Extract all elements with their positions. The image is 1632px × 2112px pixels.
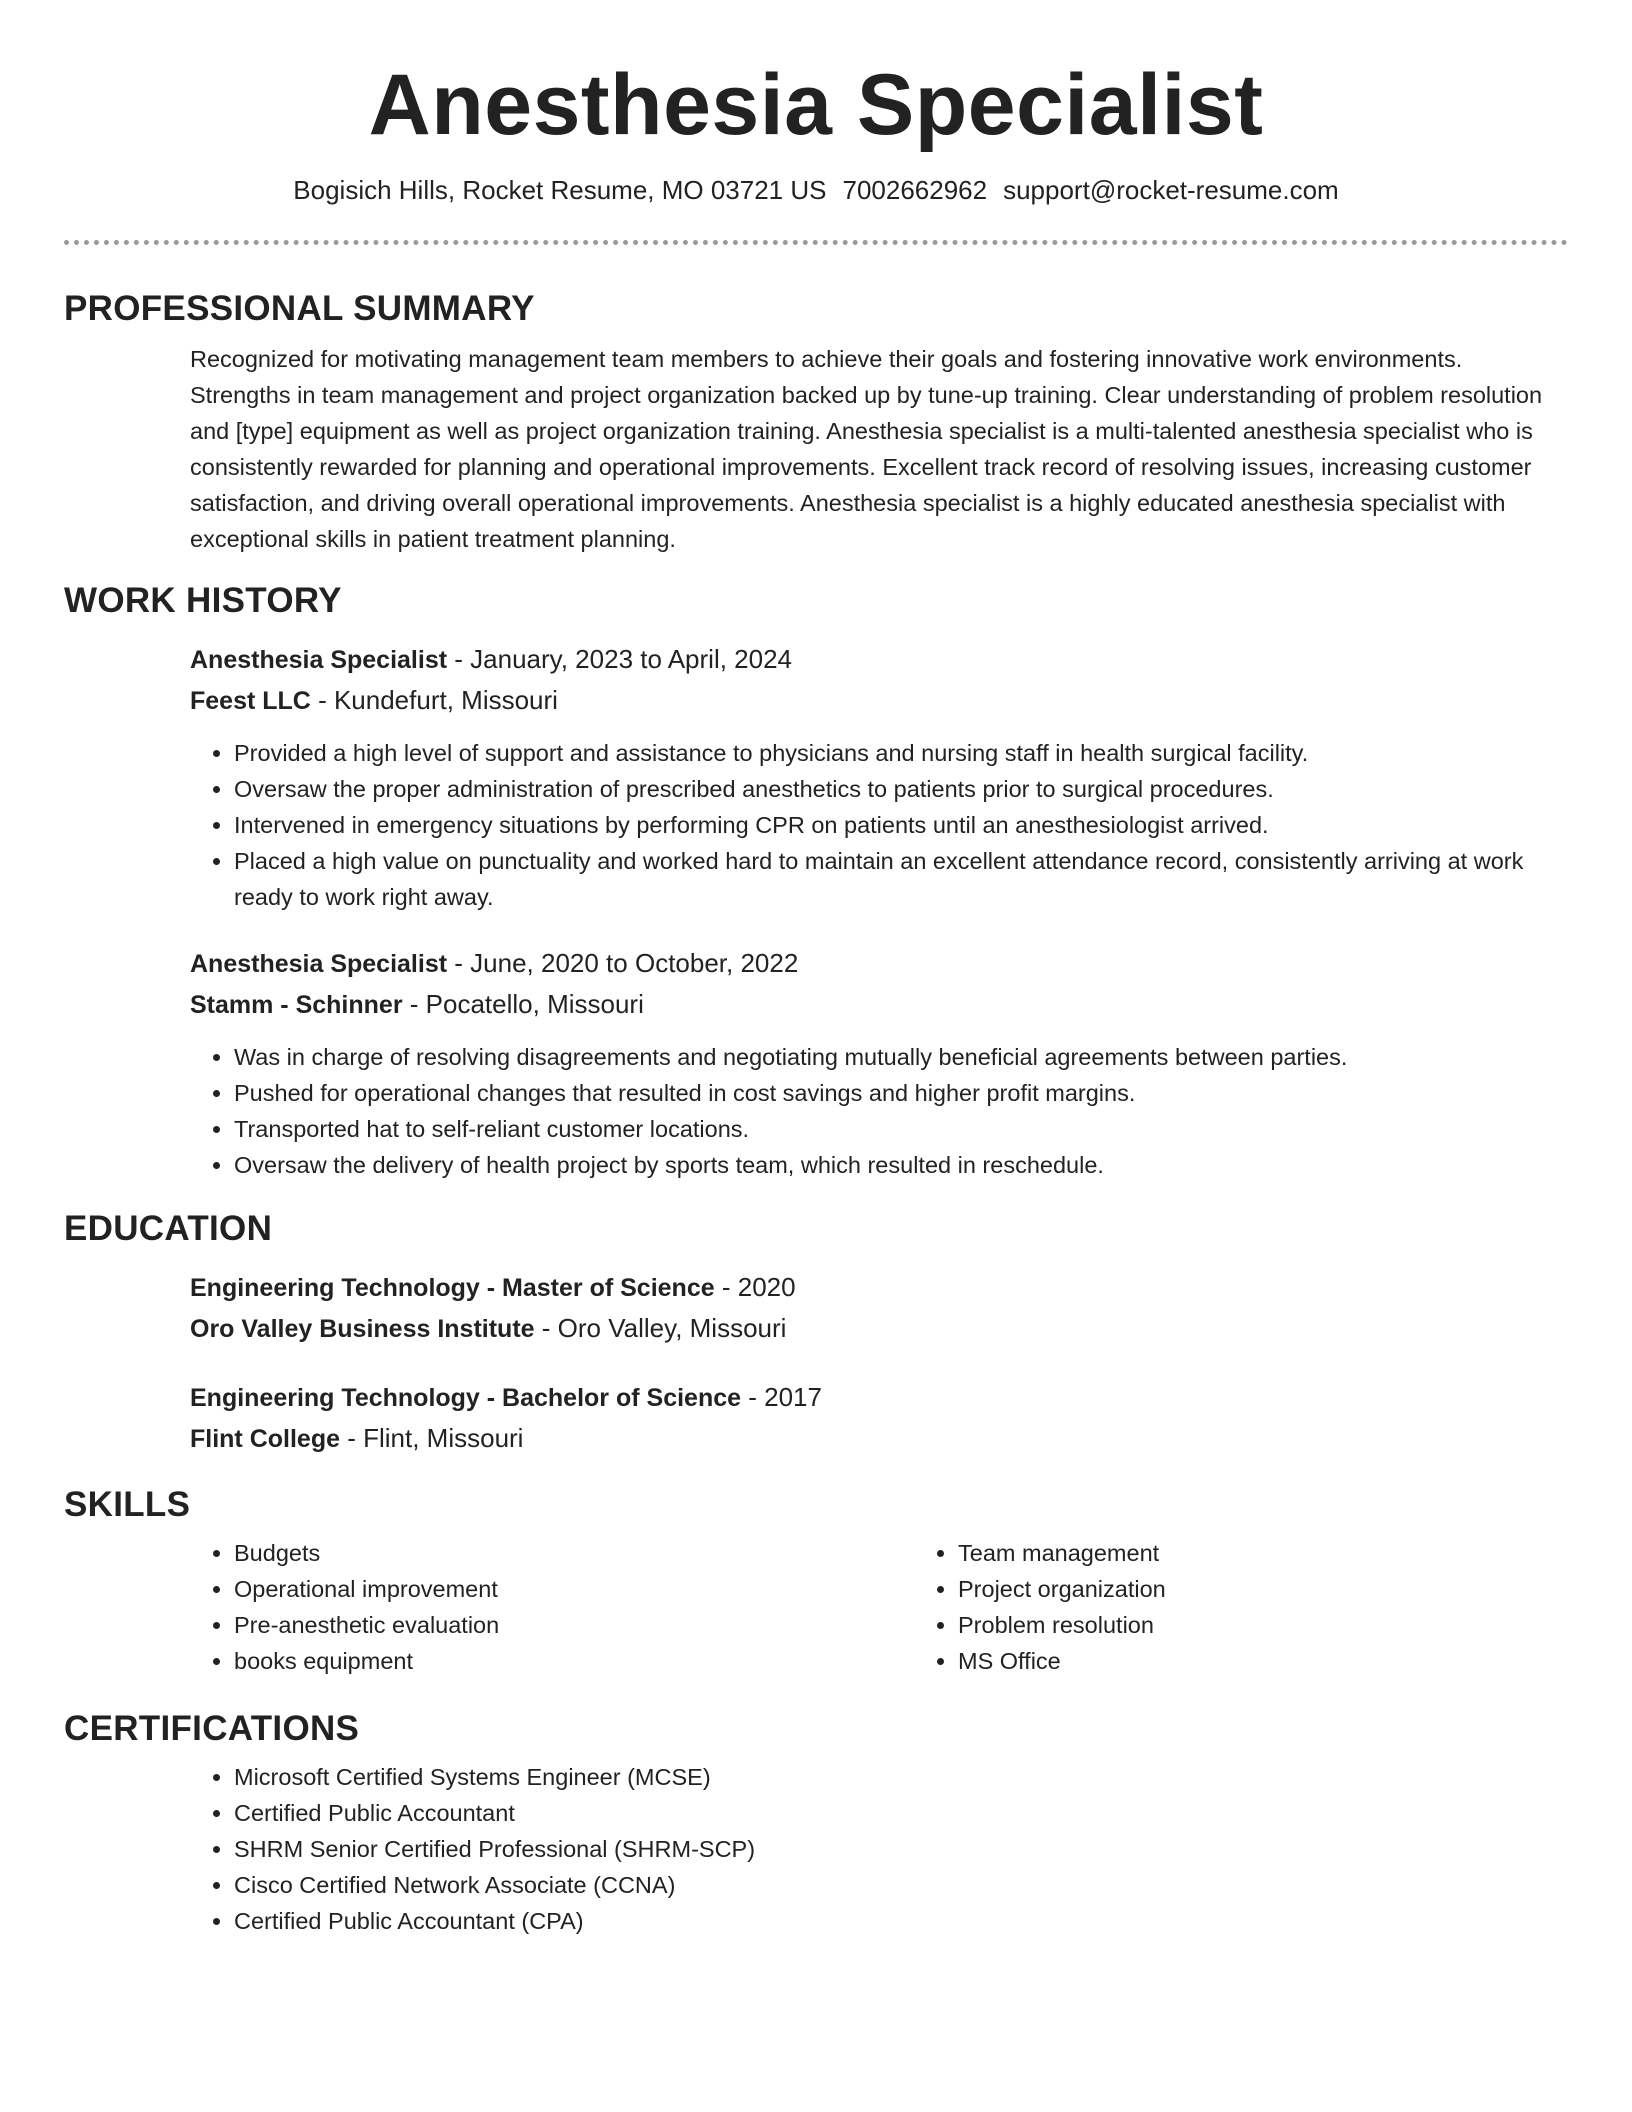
degree-line <box>190 1267 1568 1308</box>
header-divider <box>64 240 1568 245</box>
job-dates: - June, 2020 to October, 2022 <box>447 947 799 978</box>
skills-section <box>0 1485 1632 1679</box>
job-bullets <box>190 735 1568 915</box>
skills-heading: SKILLS <box>64 1484 191 1524</box>
list-item: • Oversaw the delivery of health project by sports team, which resulted in reschedule. <box>234 1147 1568 1183</box>
list-item: • Certified Public Accountant (CPA) <box>234 1903 1568 1939</box>
work-history-heading: WORK HISTORY <box>64 580 342 620</box>
list-item: • Was in charge of resolving disagreements and negotiating mutually beneficial agreements between parties. <box>234 1039 1568 1075</box>
list-item: • books equipment <box>234 1643 914 1679</box>
skills-grid <box>190 1535 1568 1679</box>
education-section <box>0 1209 1632 1459</box>
degree-year: - 2017 <box>741 1381 822 1412</box>
job-location: - Kundefurt, Missouri <box>310 684 558 715</box>
job-role: Anesthesia Specialist <box>190 949 448 978</box>
list-item: • Team management <box>958 1535 1568 1571</box>
education-entry <box>190 1377 1568 1459</box>
work-history-section <box>0 581 1632 1183</box>
school-line <box>190 1418 1568 1459</box>
summary-heading: PROFESSIONAL SUMMARY <box>64 288 535 328</box>
contact-email: support@rocket-resume.com <box>1003 174 1339 205</box>
resume-header <box>0 0 1632 206</box>
list-item: • Problem resolution <box>958 1607 1568 1643</box>
job-company: Feest LLC <box>190 686 311 715</box>
degree-line <box>190 1377 1568 1418</box>
list-item: • Pushed for operational changes that resulted in cost savings and higher profit margins. <box>234 1075 1568 1111</box>
list-item: • Intervened in emergency situations by performing CPR on patients until an anesthesiologist arrived. <box>234 807 1568 843</box>
certifications-heading: CERTIFICATIONS <box>64 1708 360 1748</box>
education-entry <box>190 1267 1568 1349</box>
summary-section <box>0 289 1632 557</box>
job-dates: - January, 2023 to April, 2024 <box>447 643 793 674</box>
list-item: • SHRM Senior Certified Professional (SHRM-SCP) <box>234 1831 1568 1867</box>
contact-address: Bogisich Hills, Rocket Resume, MO 03721 US <box>293 174 827 205</box>
school-line <box>190 1308 1568 1349</box>
skills-column-right <box>914 1535 1568 1679</box>
school-name: Oro Valley Business Institute <box>190 1314 535 1343</box>
job-company-line <box>190 984 1568 1025</box>
list-item: • Cisco Certified Network Associate (CCNA) <box>234 1867 1568 1903</box>
summary-paragraph: Recognized for motivating management team members to achieve their goals and fostering innovative work environments. Strengths in team management and project organization backed up by tune-up training. Clear understanding of problem resolution and [type] equipment as well as project organization training. Anesthesia specialist is a multi-talented anesthesia specialist who is consistently rewarded for planning and operational improvements. Excellent track record of resolving issues, increasing customer satisfaction, and driving overall operational improvements. Anesthesia specialist is a highly educated anesthesia specialist with exceptional skills in patient treatment planning. <box>190 345 1543 552</box>
job-role-line <box>190 943 1568 984</box>
education-heading: EDUCATION <box>64 1208 273 1248</box>
degree-name: Engineering Technology - Bachelor of Science <box>190 1383 742 1412</box>
degree-year: - 2020 <box>714 1271 796 1302</box>
list-item: • Budgets <box>234 1535 914 1571</box>
job-company: Stamm - Schinner <box>190 990 403 1019</box>
certifications-list <box>190 1759 1568 1939</box>
job-location: - Pocatello, Missouri <box>402 988 644 1019</box>
list-item: • Operational improvement <box>234 1571 914 1607</box>
list-item: • Pre-anesthetic evaluation <box>234 1607 914 1643</box>
job-entry <box>190 943 1568 1183</box>
job-bullets <box>190 1039 1568 1183</box>
school-location: - Oro Valley, Missouri <box>534 1312 787 1343</box>
job-role-line <box>190 639 1568 680</box>
degree-name: Engineering Technology - Master of Science <box>190 1273 715 1302</box>
school-location: - Flint, Missouri <box>340 1422 524 1453</box>
list-item: • Certified Public Accountant <box>234 1795 1568 1831</box>
skills-column-left <box>190 1535 914 1679</box>
list-item: • Transported hat to self-reliant customer locations. <box>234 1111 1568 1147</box>
list-item: • Project organization <box>958 1571 1568 1607</box>
candidate-name: Anesthesia Specialist <box>368 57 1264 153</box>
list-item: • Microsoft Certified Systems Engineer (MCSE) <box>234 1759 1568 1795</box>
job-entry <box>190 639 1568 915</box>
list-item: • Provided a high level of support and assistance to physicians and nursing staff in health surgical facility. <box>234 735 1568 771</box>
list-item: • Oversaw the proper administration of prescribed anesthetics to patients prior to surgical procedures. <box>234 771 1568 807</box>
school-name: Flint College <box>190 1424 340 1453</box>
job-company-line <box>190 680 1568 721</box>
job-role: Anesthesia Specialist <box>190 645 448 674</box>
certifications-section <box>0 1709 1632 1939</box>
contact-phone: 7002662962 <box>842 174 988 205</box>
list-item: • MS Office <box>958 1643 1568 1679</box>
list-item: • Placed a high value on punctuality and worked hard to maintain an excellent attendance record, consistently arriving at work ready to work right away. <box>234 843 1568 915</box>
contact-line <box>0 175 1632 206</box>
